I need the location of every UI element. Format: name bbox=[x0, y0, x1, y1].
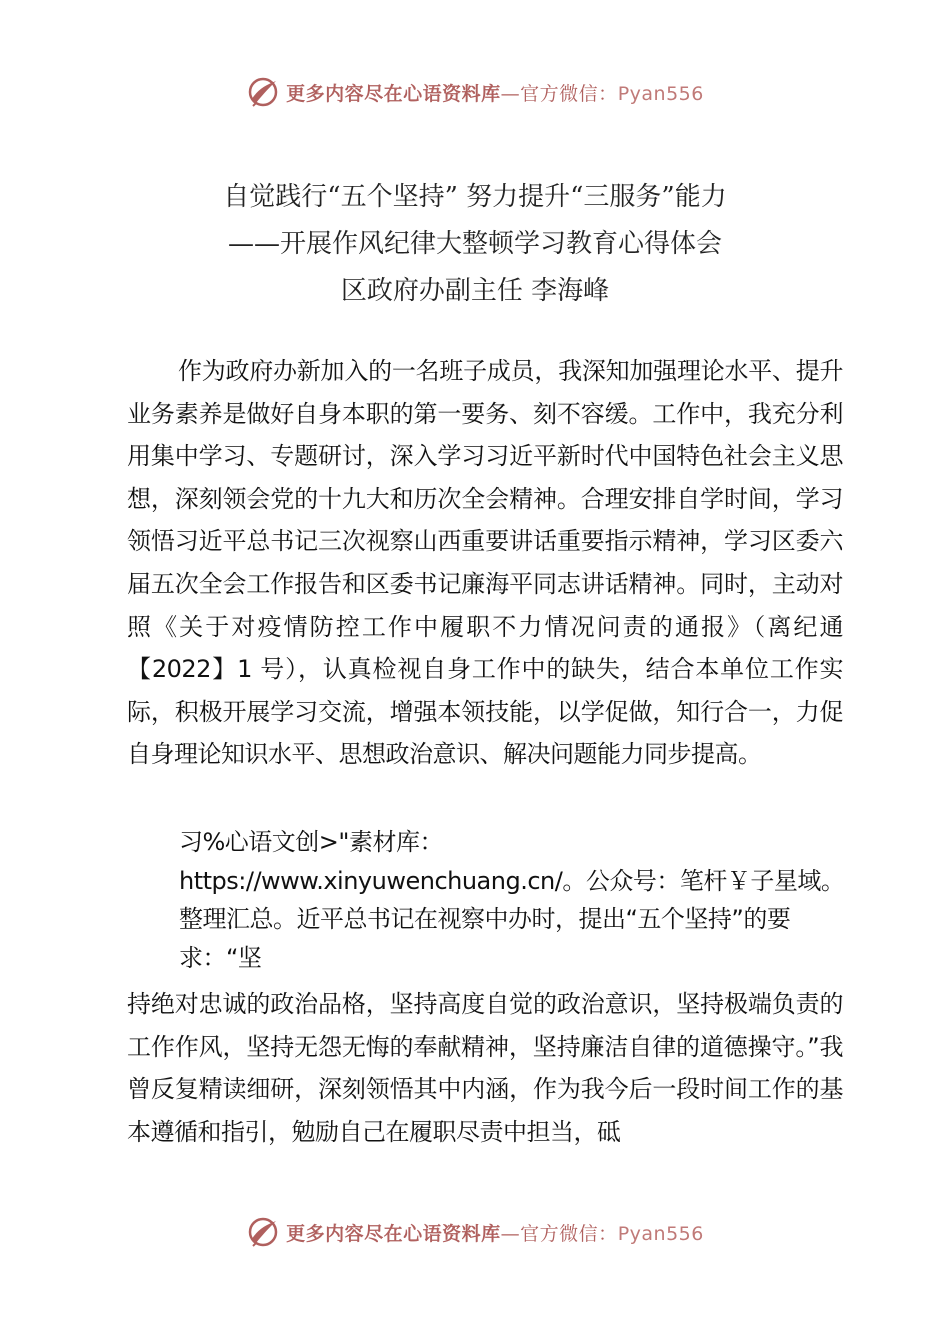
banner-text: 更多内容尽在心语资料库—官方微信：Pyan556 bbox=[286, 82, 704, 105]
pen-logo-icon bbox=[246, 75, 280, 109]
subtitle-line: ——开展作风纪律大整顿学习教育心得体会 bbox=[227, 229, 722, 259]
pen-logo-icon bbox=[246, 1215, 280, 1249]
paragraph-1: 作为政府办新加入的一名班子成员，我深知加强理论水平、提升业务素养是做好自身本职的第一要务、刻不容缓。工作中，我充分利用集中学习、专题研讨，深入学习习近平新时代中国特色社会主义思想，深刻领会党的十九大和历次全会精神。合理安排自学时间，学习领悟习近平总书记三次视察山西重要讲话重要指示精神，学习区委六届五次全会工作报告和区委书记廉海平同志讲话精神。同时，主动对照《关于对疫情防控工作中履职不力情况问责的通报》（离纪通【2022】1 号），认真检视自身工作中的缺失，结合本单位工作实际，积极开展学习交流，增强本领技能，以学促做，知行合一，力促自身理论知识水平、思想政治意识、解决问题能力同步提高。 bbox=[127, 357, 843, 769]
author-line: 区政府办副主任 李海峰 bbox=[340, 276, 610, 306]
document-title bbox=[0, 174, 950, 315]
footer-banner bbox=[0, 1212, 950, 1252]
paragraph-3: 持绝对忠诚的政治品格，坚持高度自觉的政治意识，坚持极端负责的工作作风，坚持无怨无悔的奉献精神，坚持廉洁自律的道德操守。”我曾反复精读细研，深刻领悟其中内涵，作为我今后一段时间工作的基本遵循和指引，勉励自己在履职尽责中担当，砥 bbox=[127, 990, 843, 1146]
paragraph-2-watermark-note: 习%心语文创>"素材库：https://www.xinyuwenchuang.cn/。公众号：笔杆￥子星域。整理汇总。近平总书记在视察中办时，提出“五个坚持”的要求：“坚 bbox=[179, 828, 845, 972]
header-banner bbox=[0, 72, 950, 112]
title-line: 自觉践行“五个坚持” 努力提升“三服务”能力 bbox=[223, 182, 727, 212]
banner-text: 更多内容尽在心语资料库—官方微信：Pyan556 bbox=[286, 1222, 704, 1245]
